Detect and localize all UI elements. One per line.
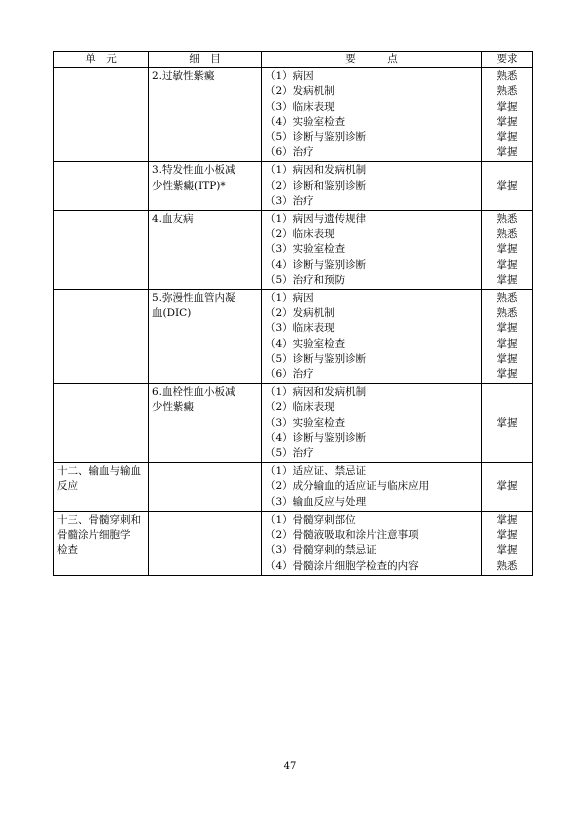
- requirement-cell-line: 掌握: [496, 179, 518, 192]
- unit-cell: [54, 384, 149, 463]
- requirement-cell: [482, 384, 533, 463]
- header-requirement: 要求: [482, 52, 533, 68]
- points-cell: [262, 68, 482, 162]
- requirement-cell-line: 掌握: [496, 529, 518, 542]
- points-cell-line: （3）治疗: [265, 194, 314, 207]
- item-cell-line: 血(DIC): [152, 307, 192, 320]
- points-cell-line: （2）成分输血的适应证与临床应用: [265, 480, 430, 493]
- points-cell: [262, 290, 482, 384]
- requirement-cell-line: 熟悉: [496, 70, 518, 83]
- points-cell-line: （1）病因与遗传规律: [265, 213, 367, 226]
- points-cell-line: （4）诊断与鉴别诊断: [265, 258, 367, 271]
- points-cell-line: （3）临床表现: [265, 100, 335, 113]
- requirement-cell-line: 掌握: [496, 480, 518, 493]
- points-cell-line: （6）治疗: [265, 146, 314, 159]
- requirement-cell: [482, 463, 533, 512]
- table-row: [54, 162, 533, 211]
- page-number: 47: [283, 761, 297, 772]
- table-body: [54, 68, 533, 576]
- unit-cell: [54, 162, 149, 211]
- requirement-cell-line: 掌握: [496, 243, 518, 256]
- unit-cell: [54, 511, 149, 575]
- table-row: [54, 68, 533, 162]
- item-cell: [149, 384, 262, 463]
- requirement-cell-line: 掌握: [496, 368, 518, 381]
- requirement-cell-line: 掌握: [496, 100, 518, 113]
- requirement-cell-line: 熟悉: [496, 292, 518, 305]
- requirement-cell-line: 熟悉: [496, 213, 518, 226]
- requirement-cell-line: 熟悉: [496, 85, 518, 98]
- requirement-cell-line: 掌握: [496, 416, 518, 429]
- requirement-cell-line: 熟悉: [496, 307, 518, 320]
- requirement-cell-line: 熟悉: [496, 228, 518, 241]
- points-cell: [262, 463, 482, 512]
- table-row: [54, 290, 533, 384]
- requirement-cell: [482, 68, 533, 162]
- points-cell-line: （2）临床表现: [265, 401, 335, 414]
- points-cell-line: （1）病因: [265, 292, 314, 305]
- points-cell-line: （3）临床表现: [265, 322, 335, 335]
- points-cell-line: （2）骨髓液吸取和涂片注意事项: [265, 529, 419, 542]
- unit-cell: [54, 68, 149, 162]
- requirement-cell: [482, 290, 533, 384]
- unit-cell-line: 骨髓涂片细胞学: [57, 529, 131, 542]
- requirement-cell-line: 掌握: [496, 131, 518, 144]
- points-cell-line: （1）骨髓穿刺部位: [265, 513, 356, 526]
- points-cell-line: （3）实验室检查: [265, 416, 346, 429]
- points-cell-line: （4）骨髓涂片细胞学检查的内容: [265, 559, 419, 572]
- item-cell-line: 少性紫癜: [152, 401, 194, 414]
- item-cell: [149, 211, 262, 290]
- item-cell-line: 4.血友病: [152, 213, 194, 226]
- requirement-cell: [482, 211, 533, 290]
- header-item: 细 目: [149, 52, 262, 68]
- table-row: [54, 463, 533, 512]
- requirement-cell-line: 掌握: [496, 115, 518, 128]
- points-cell-line: （4）实验室检查: [265, 337, 346, 350]
- points-cell-line: （4）实验室检查: [265, 115, 346, 128]
- requirement-cell: [482, 162, 533, 211]
- table-row: [54, 211, 533, 290]
- points-cell-line: （4）诊断与鉴别诊断: [265, 431, 367, 444]
- unit-cell: [54, 211, 149, 290]
- requirement-cell-line: 掌握: [496, 337, 518, 350]
- requirement-cell-line: 掌握: [496, 513, 518, 526]
- table-row: [54, 384, 533, 463]
- points-cell: [262, 511, 482, 575]
- points-cell-line: （6）治疗: [265, 368, 314, 381]
- unit-cell: [54, 290, 149, 384]
- table-row: [54, 511, 533, 575]
- points-cell-line: （1）病因和发病机制: [265, 164, 367, 177]
- points-cell-line: （1）适应证、禁忌证: [265, 465, 367, 478]
- item-cell: [149, 68, 262, 162]
- unit-cell-line: 十三、骨髓穿刺和: [57, 513, 141, 526]
- unit-cell-line: 检查: [57, 544, 78, 557]
- points-cell-line: （2）诊断和鉴别诊断: [265, 179, 367, 192]
- points-cell-line: （1）病因: [265, 70, 314, 83]
- syllabus-table: [53, 51, 533, 576]
- points-cell-line: （5）治疗和预防: [265, 273, 346, 286]
- item-cell: [149, 463, 262, 512]
- item-cell-line: 3.特发性血小板减: [152, 164, 236, 177]
- points-cell-line: （3）实验室检查: [265, 243, 346, 256]
- requirement-cell: [482, 511, 533, 575]
- requirement-cell-line: 掌握: [496, 322, 518, 335]
- requirement-cell-line: 熟悉: [496, 559, 518, 572]
- item-cell-line: 5.弥漫性血管内凝: [152, 292, 236, 305]
- unit-cell-line: 十二、输血与输血: [57, 465, 141, 478]
- item-cell: [149, 511, 262, 575]
- points-cell-line: （1）病因和发病机制: [265, 386, 367, 399]
- unit-cell: [54, 463, 149, 512]
- item-cell: [149, 162, 262, 211]
- requirement-cell-line: 掌握: [496, 258, 518, 271]
- points-cell-line: （2）发病机制: [265, 85, 335, 98]
- points-cell-line: （5）诊断与鉴别诊断: [265, 131, 367, 144]
- table-header: [54, 52, 533, 68]
- points-cell-line: （3）输血反应与处理: [265, 495, 367, 508]
- points-cell-line: （2）临床表现: [265, 228, 335, 241]
- item-cell-line: 2.过敏性紫癜: [152, 70, 215, 83]
- requirement-cell-line: 掌握: [496, 273, 518, 286]
- points-cell-line: （5）诊断与鉴别诊断: [265, 352, 367, 365]
- item-cell-line: 少性紫癜(ITP)*: [152, 179, 226, 192]
- points-cell: [262, 384, 482, 463]
- requirement-cell-line: 掌握: [496, 544, 518, 557]
- points-cell-line: （5）治疗: [265, 447, 314, 460]
- item-cell-line: 6.血栓性血小板减: [152, 386, 236, 399]
- points-cell: [262, 162, 482, 211]
- points-cell: [262, 211, 482, 290]
- requirement-cell-line: 掌握: [496, 146, 518, 159]
- requirement-cell-line: 掌握: [496, 352, 518, 365]
- header-unit: 单 元: [54, 52, 149, 68]
- points-cell-line: （2）发病机制: [265, 307, 335, 320]
- header-points: 要 点: [262, 52, 482, 68]
- item-cell: [149, 290, 262, 384]
- unit-cell-line: 反应: [57, 480, 78, 493]
- points-cell-line: （3）骨髓穿刺的禁忌证: [265, 544, 377, 557]
